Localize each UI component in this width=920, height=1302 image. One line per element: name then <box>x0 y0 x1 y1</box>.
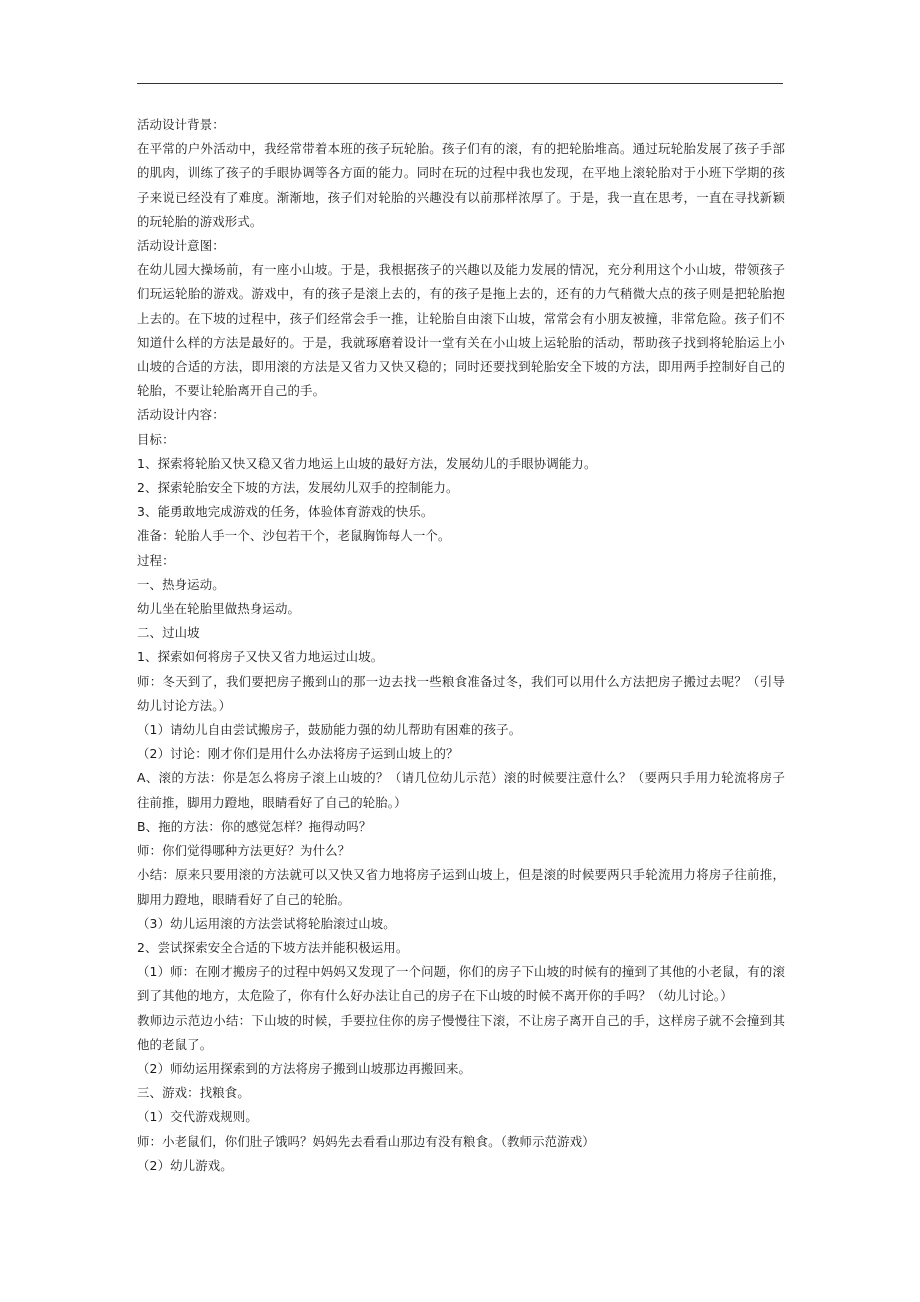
game-sub-1: （1）交代游戏规则。 <box>137 1109 258 1125</box>
heading-goals: 目标： <box>137 431 175 447</box>
method-drag: B、拖的方法：你的感觉怎样？拖得动吗？ <box>137 818 372 834</box>
method-roll: A、滚的方法：你是怎么将房子滚上山坡的？（请几位幼儿示范）滚的时候要注意什么？（要两只手用力轮流将房子往前推，脚用力蹬地，眼睛看好了自己的轮胎。） <box>137 770 785 810</box>
paragraph-intent: 在幼儿园大操场前，有一座小山坡。于是，我根据孩子的兴趣以及能力发展的情况，充分利用这个小山坡，带领孩子们玩运轮胎的游戏。游戏中，有的孩子是滚上去的，有的孩子是拖上去的，还有的力气稍微大点的孩子则是把轮胎抱上去的。在下坡的过程中，孩子们经常会手一推，让轮胎自由滚下山坡，常常会有小朋友被撞，非常危险。孩子们不知道什么样的方法是最好的。于是，我就琢磨着设计一堂有关在小山坡上运轮胎的活动，帮助孩子找到将轮胎运上小山坡的合适的方法，即用滚的方法是又省力又快又稳的；同时还要找到轮胎安全下坡的方法，即用两手控制好自己的轮胎，不要让轮胎离开自己的手。 <box>137 262 785 399</box>
heading-background: 活动设计背景： <box>137 117 225 132</box>
goal-item-3: 3、能勇敢地完成游戏的任务，体验体育游戏的快乐。 <box>137 504 434 520</box>
section-cross-slope: 二、过山坡 <box>137 625 200 641</box>
summary-1: 小结：原来只要用滚的方法就可以又快又省力地将房子运到山坡上，但是滚的时候要两只手轮流用力将房子往前推，脚用力蹬地，眼睛看好了自己的轮胎。 <box>137 867 785 907</box>
step-1: 1、探索如何将房子又快又省力地运过山坡。 <box>137 649 384 665</box>
step-1-sub-2: （2）讨论：刚才你们是用什么办法将房子运到山坡上的？ <box>137 746 459 762</box>
step-2-sub-2: （2）师幼运用探索到的方法将房子搬到山坡那边再搬回来。 <box>137 1060 472 1076</box>
document-body <box>137 113 785 1178</box>
section-warmup: 一、热身运动。 <box>137 576 225 592</box>
summary-2: 教师边示范边小结：下山坡的时候，手要拉住你的房子慢慢往下滚，不让房子离开自己的手，这样房子就不会撞到其他的老鼠了。 <box>137 1012 785 1052</box>
step-1-sub-1: （1）请幼儿自由尝试搬房子，鼓励能力强的幼儿帮助有困难的孩子。 <box>137 722 522 738</box>
step-2-sub-1: （1）师：在刚才搬房子的过程中妈妈又发现了一个问题，你们的房子下山坡的时候有的撞到了其他的小老鼠，有的滚到了其他的地方，太危险了，你有什么好办法让自己的房子在下山坡的时候不离开你的手吗？（幼儿讨论。） <box>137 964 785 1004</box>
step-1-sub-3: （3）幼儿运用滚的方法尝试将轮胎滚过山坡。 <box>137 915 396 931</box>
heading-content: 活动设计内容： <box>137 407 225 423</box>
step-2: 2、尝试探索安全合适的下坡方法并能积极运用。 <box>137 939 409 955</box>
heading-process: 过程： <box>137 552 175 568</box>
preparation: 准备：轮胎人手一个、沙包若干个，老鼠胸饰每人一个。 <box>137 528 451 544</box>
game-sub-2: （2）幼儿游戏。 <box>137 1157 233 1173</box>
section-game: 三、游戏：找粮食。 <box>137 1085 250 1101</box>
teacher-prompt-2: 师：小老鼠们，你们肚子饿吗？妈妈先去看看山那边有没有粮食。（教师示范游戏） <box>137 1133 595 1149</box>
teacher-question: 师：你们觉得哪种方法更好？为什么？ <box>137 843 351 859</box>
goal-item-2: 2、探索轮胎安全下坡的方法，发展幼儿双手的控制能力。 <box>137 480 459 496</box>
teacher-prompt-1: 师：冬天到了，我们要把房子搬到山的那一边去找一些粮食准备过冬，我们可以用什么方法把房子搬过去呢？（引导幼儿讨论方法。） <box>137 673 785 713</box>
goal-item-1: 1、探索将轮胎又快又稳又省力地运上山坡的最好方法，发展幼儿的手眼协调能力。 <box>137 455 597 471</box>
paragraph-warmup: 幼儿坐在轮胎里做热身运动。 <box>137 601 301 617</box>
heading-intent: 活动设计意图： <box>137 238 225 254</box>
header-rule <box>137 83 783 84</box>
paragraph-background: 在平常的户外活动中，我经常带着本班的孩子玩轮胎。孩子们有的滚，有的把轮胎堆高。通过玩轮胎发展了孩子手部的肌肉，训练了孩子的手眼协调等各方面的能力。同时在玩的过程中我也发现，在平地上滚轮胎对于小班下学期的孩子来说已经没有了难度。渐渐地，孩子们对轮胎的兴趣没有以前那样浓厚了。于是，我一直在思考，一直在寻找新颖的玩轮胎的游戏形式。 <box>137 141 785 229</box>
